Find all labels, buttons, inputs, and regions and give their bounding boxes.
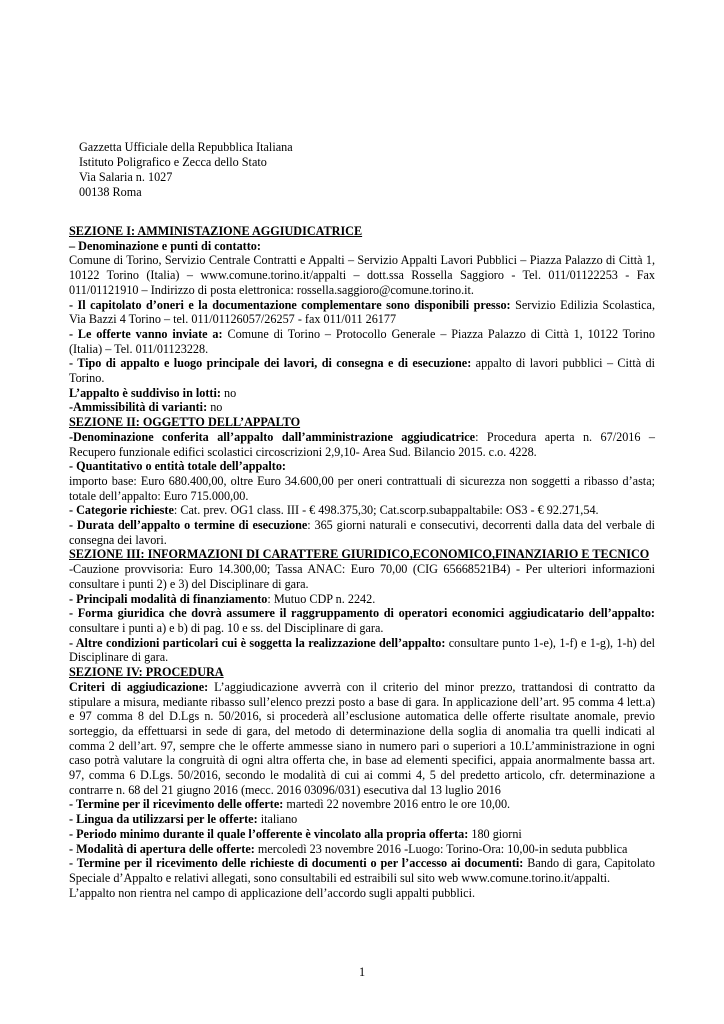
paragraph: L’appalto non rientra nel campo di applicazione dell’accordo sugli appalti pubblici.	[69, 885, 476, 900]
field-value: martedì 22 novembre 2016 entro le ore 10,00.	[283, 797, 511, 812]
section-heading: SEZIONE II: OGGETTO DELL’APPALTO	[69, 415, 301, 430]
field-value: : Cat. prev. OG1 class. III - € 498.375,30; Cat.scorp.subappaltabile: OS3 - € 92.271,54.	[173, 503, 599, 518]
document-body	[69, 224, 655, 900]
paragraph	[69, 842, 655, 857]
paragraph	[69, 606, 655, 635]
page-number: 1	[358, 965, 366, 979]
field-label: - Periodo minimo durante il quale l’offerente è vincolato alla propria offerta:	[69, 826, 469, 841]
paragraph	[69, 430, 655, 459]
paragraph	[69, 797, 655, 812]
field-label: - Altre condizioni particolari cui è soggetta la realizzazione dell’appalto:	[69, 635, 446, 650]
paragraph	[69, 459, 655, 474]
paragraph	[69, 356, 655, 385]
field-value: : 365 giorni naturali e consecutivi, decorrenti dalla data del verbale di consegna dei lavori.	[69, 518, 656, 547]
field-value: italiano	[257, 812, 298, 827]
paragraph: Comune di Torino, Servizio Centrale Contratti e Appalti – Servizio Appalti Lavori Pubblici – Piazza Palazzo di Città 1, 10122 Torino (Italia) – www.comune.torino.it/appalti – dott.ssa Rossella Saggioro - Tel. 011/01122253 - Fax 011/01121910 – Indirizzo di posta elettronica: rossella.saggioro@comune.torino.it.	[69, 253, 655, 297]
field-value: 180 giorni	[468, 826, 522, 841]
paragraph	[69, 298, 655, 327]
addressee-block	[79, 140, 479, 200]
addressee-line: 00138 Roma	[79, 185, 142, 199]
field-value: no	[220, 385, 237, 400]
field-value: consultare punto 1-e), 1-f) e 1-g), 1-h) del Disciplinare di gara.	[69, 635, 655, 665]
field-label: -Ammissibilità di varianti:	[69, 400, 208, 415]
field-label: - Modalità di apertura delle offerte:	[69, 841, 255, 856]
field-label: - Termine per il ricevimento delle offerte:	[69, 797, 284, 812]
paragraph	[69, 327, 655, 356]
section-heading: SEZIONE III: INFORMAZIONI DI CARATTERE GIURIDICO,ECONOMICO,FINANZIARIO E TECNICO	[69, 547, 650, 562]
paragraph	[69, 503, 655, 518]
paragraph: importo base: Euro 680.400,00, oltre Euro 34.600,00 per oneri contrattuali di sicurezza non soggetti a ribasso d’asta; totale dell’appalto: Euro 715.000,00.	[69, 473, 655, 503]
paragraph	[69, 636, 655, 665]
field-value: consultare i punti a) e b) di pag. 10 e ss. del Disciplinare di gara.	[69, 620, 384, 635]
field-label: - Durata dell’appalto o termine di esecuzione	[69, 518, 308, 533]
paragraph	[69, 386, 655, 401]
field-label: - Forma giuridica che dovrà assumere il raggruppamento di operatori economici aggiudicatario dell’appalto:	[69, 606, 655, 621]
field-label: - Quantitativo o entità totale dell’appalto:	[69, 459, 286, 474]
addressee-line: Istituto Poligrafico e Zecca dello Stato	[79, 155, 267, 169]
field-value: Servizio Edilizia Scolastica, Via Bazzi 4 Torino – tel. 011/01126057/26257 - fax 011/011 26177	[69, 297, 655, 327]
field-value: no	[207, 400, 223, 415]
field-label: - Termine per il ricevimento delle richieste di documenti o per l’accesso ai documenti:	[69, 856, 524, 871]
field-label: -Denominazione conferita all’appalto dall’amministrazione aggiudicatrice	[69, 429, 476, 444]
field-label: - Le offerte vanno inviate a:	[69, 326, 223, 341]
paragraph	[69, 518, 655, 547]
field-value: Comune di Torino – Protocollo Generale – Piazza Palazzo di Città 1, 10122 Torino (Italia) – Tel. 011/01123228.	[69, 326, 656, 356]
paragraph	[69, 239, 655, 254]
section-heading: SEZIONE IV: PROCEDURA	[69, 665, 224, 680]
field-label: - Categorie richieste	[69, 503, 174, 518]
field-label: Criteri di aggiudicazione:	[69, 679, 209, 694]
field-value: : Procedura aperta n. 67/2016 – Recupero funzionale edifici scolastici circoscrizioni 2,9,10- Area Sud. Bilancio 2015. c.o. 4228.	[69, 429, 655, 459]
field-label: - Lingua da utilizzarsi per le offerte:	[69, 812, 258, 827]
field-value: mercoledì 23 novembre 2016 -Luogo: Torino-Ora: 10,00-in seduta pubblica	[254, 841, 628, 856]
addressee-line: Via Salaria n. 1027	[79, 170, 173, 184]
field-value: appalto di lavori pubblici – Città di Torino.	[69, 356, 655, 386]
section-heading: SEZIONE I: AMMINISTAZIONE AGGIUDICATRICE	[69, 224, 363, 238]
field-value: : Mutuo CDP n. 2242.	[267, 591, 376, 606]
field-label: – Denominazione e punti di contatto:	[69, 238, 261, 253]
field-value: L’aggiudicazione avverrà con il criterio del minor prezzo, trattandosi di contratto da stipulare a misura, mediante ribasso sull’elenco prezzi posto a base di gara. In applicazione dell’art. 95 comma 4 lett.a) e 97 comma 8 del D.Lgs n. 50/2016, si procederà all’esclusione automatica delle offerte risultate anomale, previo sorteggio, da effettuarsi in sede di gara, del metodo di determinazione della soglia di anomalia tra quelli indicati al comma 2 dell’art. 97, sempre che le offerte ammesse siano in numero pari o superiori a 10.L’amministrazione in ogni caso potrà valutare la congruità di ogni altra offerta che, in base ad elementi specifici, appaia anormalmente bassa art. 97, comma 6 D.Lgs. 50/2016, secondo le modalità di cui ai commi 4, 5 del predetto articolo, cfr. determinazione a contrarre n. 68 del 21 giugno 2016 (mecc. 2016 03096/031) esecutiva dal 13 luglio 2016	[69, 679, 655, 797]
paragraph	[69, 680, 655, 798]
paragraph: -Cauzione provvisoria: Euro 14.300,00; Tassa ANAC: Euro 70,00 (CIG 65668521B4) - Per ulteriori informazioni consultare i punti 2) e 3) del Disciplinare di gara.	[69, 562, 655, 591]
field-label: L’appalto è suddiviso in lotti:	[69, 385, 221, 400]
paragraph	[69, 812, 655, 827]
paragraph	[69, 592, 655, 607]
field-label: - Il capitolato d’oneri e la documentazione complementare sono disponibili presso:	[69, 297, 511, 312]
paragraph	[69, 827, 655, 842]
field-label: - Principali modalità di finanziamento	[69, 591, 268, 606]
paragraph	[69, 856, 655, 885]
field-label: - Tipo di appalto e luogo principale dei lavori, di consegna e di esecuzione:	[69, 356, 472, 371]
field-value: Bando di gara, Capitolato Speciale d’Appalto e relativi allegati, sono consultabili ed estraibili sul sito web www.comune.torino.it/appalti.	[69, 856, 655, 885]
paragraph	[69, 400, 655, 415]
addressee-line: Gazzetta Ufficiale della Repubblica Italiana	[79, 140, 293, 154]
